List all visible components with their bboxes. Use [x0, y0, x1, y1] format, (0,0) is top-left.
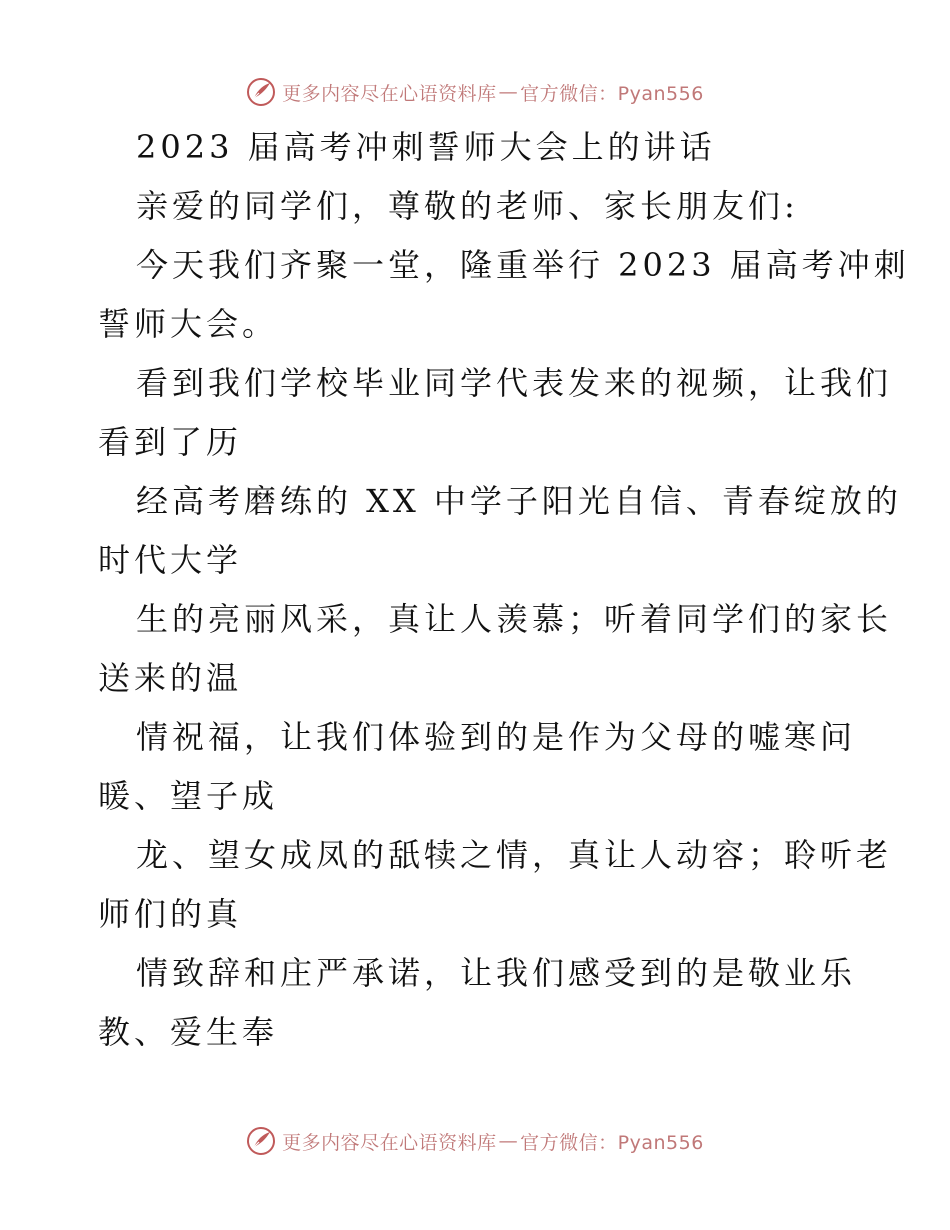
banner-separator: — [498, 81, 519, 103]
paragraph-line: 经高考磨练的 XX 中学子阳光自信、青春绽放的 [136, 482, 902, 520]
paragraph-line: 时代大学 [98, 541, 243, 579]
header-banner [0, 72, 950, 112]
banner-wechat-text: 官方微信：Pyan556 [520, 82, 704, 105]
document-body [98, 118, 910, 1062]
banner-site-text: 更多内容尽在心语资料库 [282, 1131, 497, 1154]
footer-banner [0, 1121, 950, 1161]
paragraph-line: 教、爱生奉 [98, 1013, 279, 1051]
paragraph-line: 生的亮丽风采，真让人羡慕；听着同学们的家长 [136, 600, 893, 638]
paragraph-line: 送来的温 [98, 659, 243, 697]
banner-wechat-text: 官方微信：Pyan556 [520, 1131, 704, 1154]
paragraph-line: 情祝福，让我们体验到的是作为父母的嘘寒问 [136, 718, 857, 756]
paragraph-line: 情致辞和庄严承诺，让我们感受到的是敬业乐 [136, 954, 857, 992]
feather-pen-logo-icon [246, 1126, 276, 1156]
banner-separator: — [498, 1130, 519, 1152]
salutation: 亲爱的同学们，尊敬的老师、家长朋友们: [136, 187, 799, 225]
paragraph-line: 看到我们学校毕业同学代表发来的视频，让我们 [136, 364, 893, 402]
paragraph-line: 誓师大会。 [98, 305, 279, 343]
paragraph-line: 龙、望女成凤的舐犊之情，真让人动容；聆听老 [136, 836, 893, 874]
document-title: 2023 届高考冲刺誓师大会上的讲话 [136, 128, 716, 166]
paragraph-line: 暖、望子成 [98, 777, 279, 815]
paragraph-line: 师们的真 [98, 895, 243, 933]
banner-site-text: 更多内容尽在心语资料库 [282, 82, 497, 105]
feather-pen-logo-icon [246, 77, 276, 107]
paragraph-line: 今天我们齐聚一堂，隆重举行 2023 届高考冲刺 [136, 246, 910, 284]
paragraph-line: 看到了历 [98, 423, 243, 461]
